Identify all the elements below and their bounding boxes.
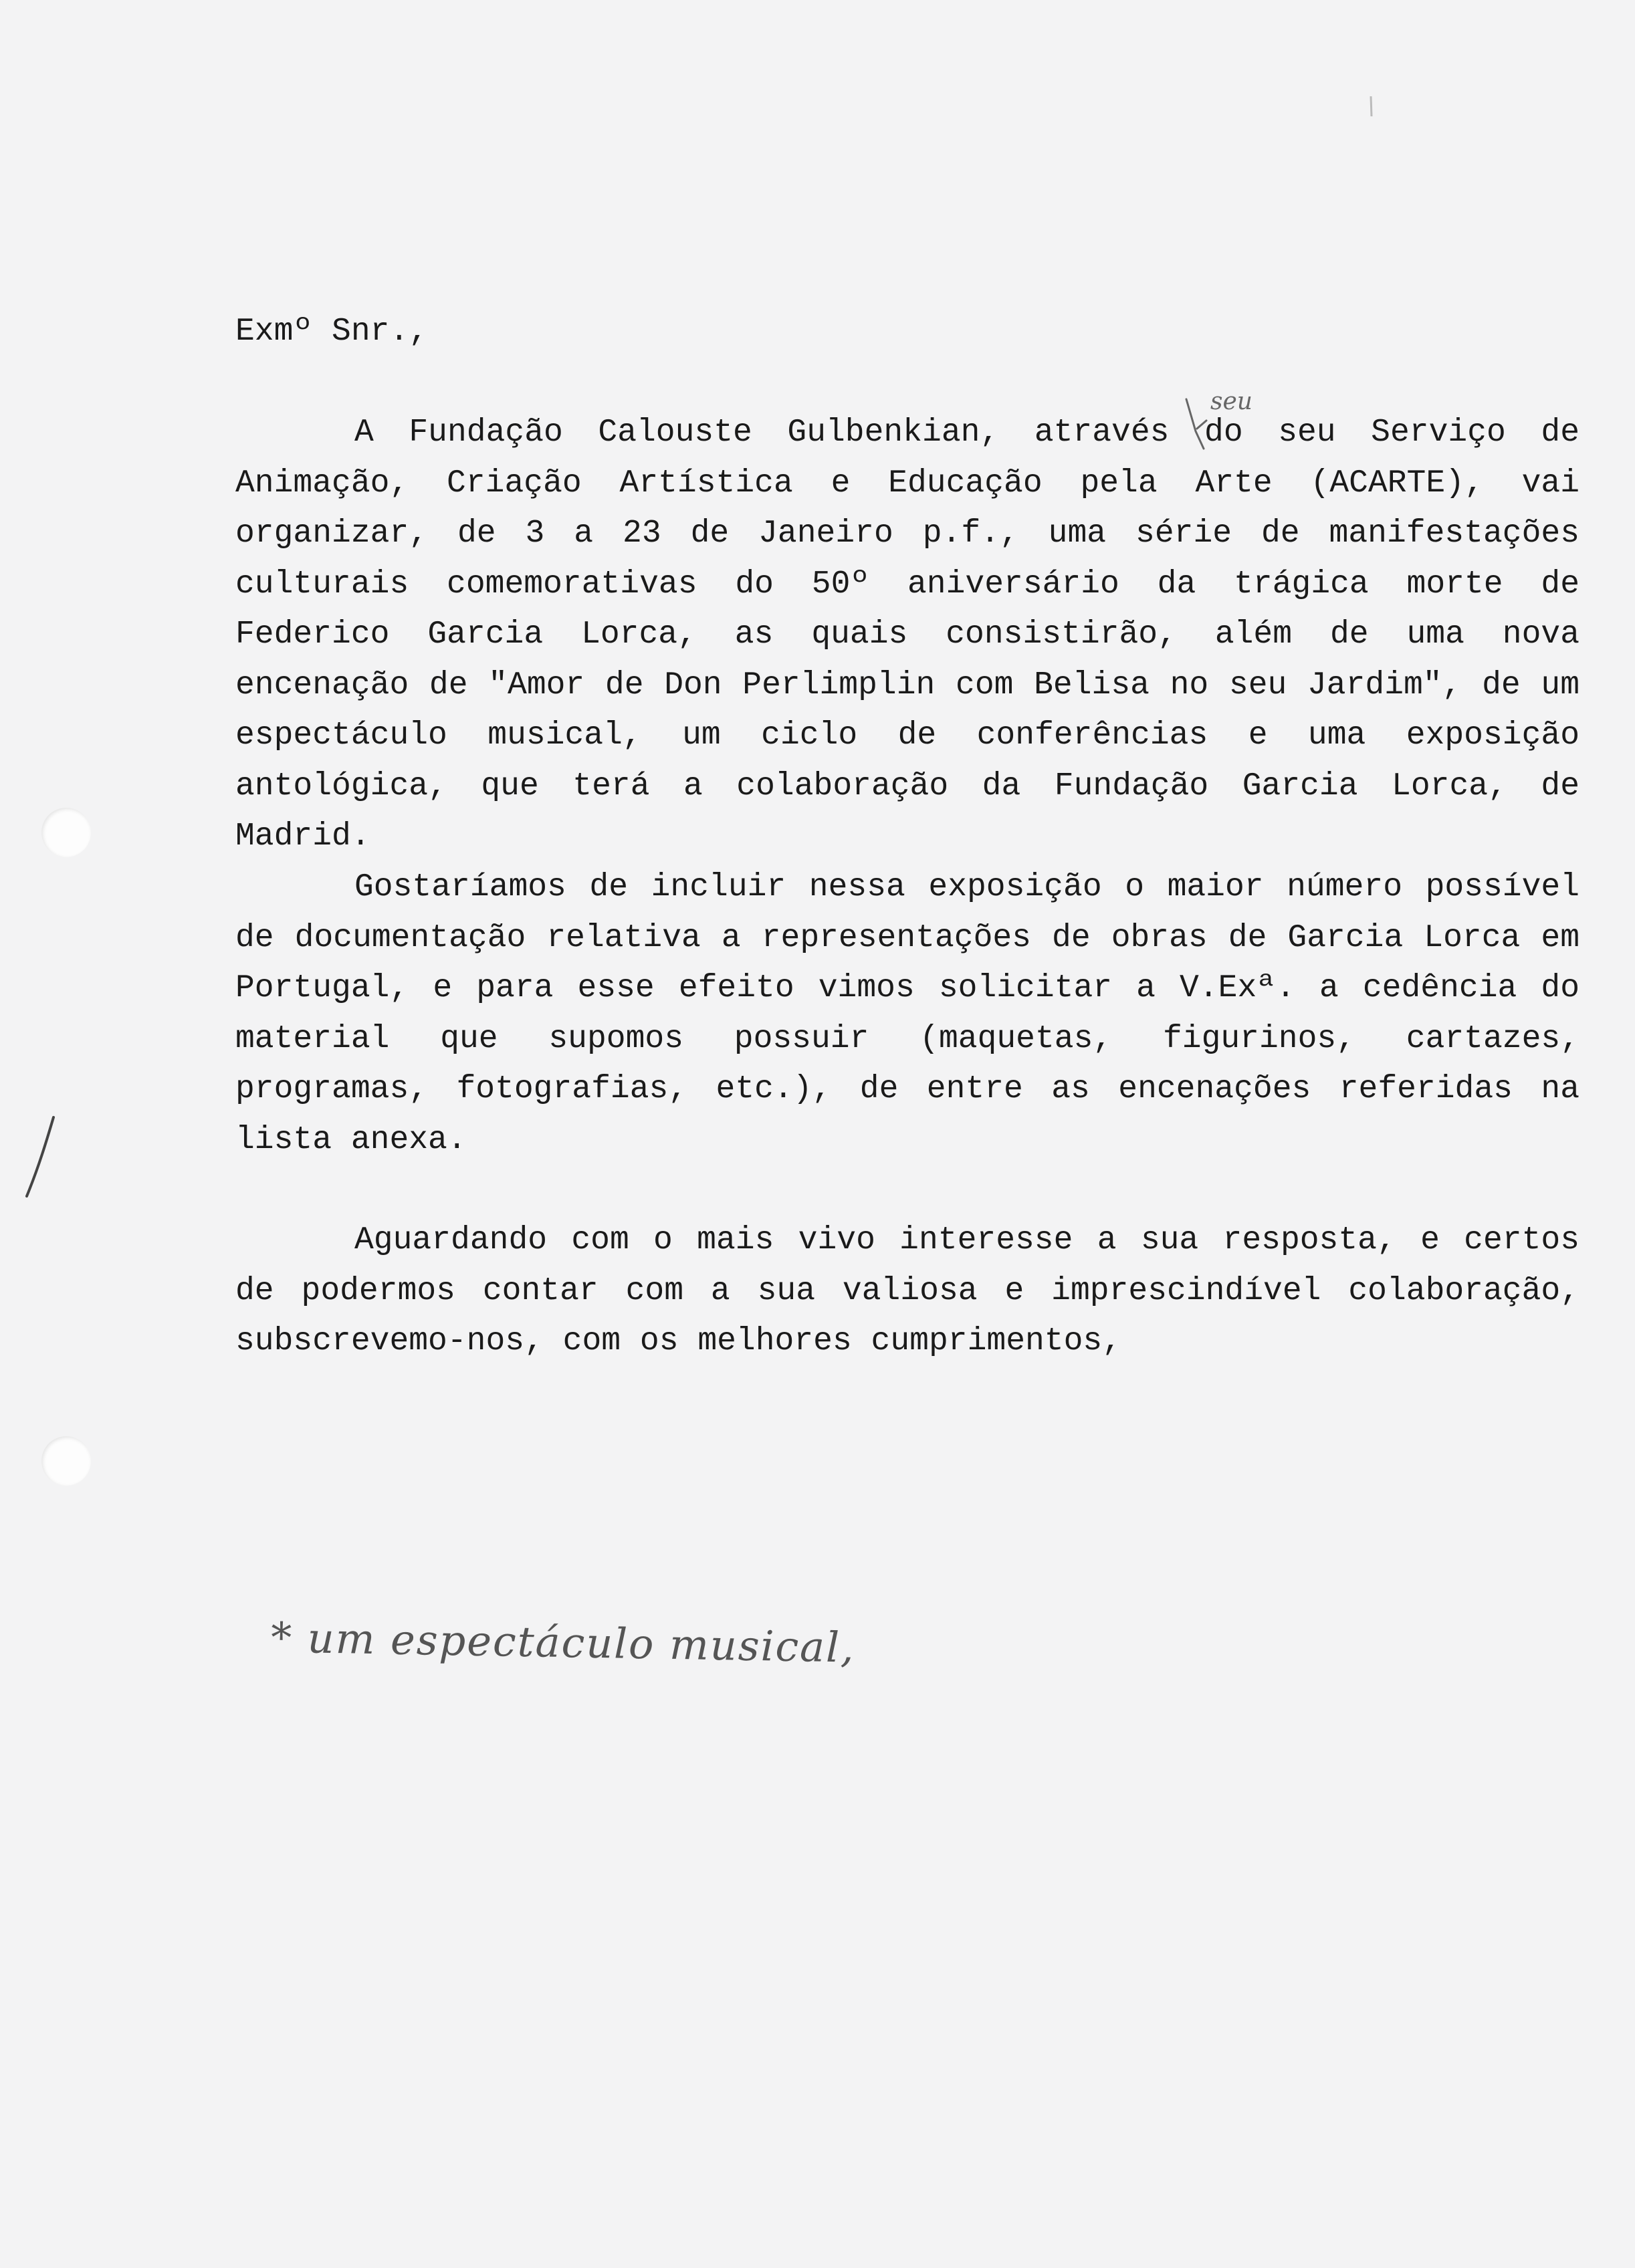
handwritten-insertion-text: seu <box>1210 388 1252 415</box>
punch-hole-upper <box>41 808 91 857</box>
handwritten-footnote: * um espectáculo musical, <box>270 1613 856 1672</box>
letter-body-3 <box>235 1216 1579 1367</box>
letter-body-2 <box>235 863 1579 1165</box>
pencil-stroke-mark <box>20 1113 60 1200</box>
letter-body <box>235 408 1579 863</box>
salutation: Exmº Snr., <box>235 314 429 350</box>
paragraph-3: Aguardando com o mais vivo interesse a sua resposta, e certos de podermos contar com a sua valiosa e imprescindível colaboração, subscrevemo-nos, com os melhores cumprimentos, <box>235 1222 1579 1359</box>
punch-hole-lower <box>41 1436 91 1486</box>
paragraph-2: Gostaríamos de incluir nessa exposição o maior número possível de documentação relativa a representações de obras de Garcia Lorca em Portugal, e para esse efeito vimos solicitar a V.Exª. a cedência do material que supomos possuir (maquetas, figurinos, cartazes, programas, fotografias, etc.), de entre as encenações referidas na lista anexa. <box>235 869 1579 1158</box>
paragraph-1: A Fundação Calouste Gulbenkian, através do seu Serviço de Animação, Criação Artística e Educação pela Arte (ACARTE), vai organizar, de 3 a 23 de Janeiro p.f., uma série de manifestações culturais comemorativas do 50º aniversário da trágica morte de Federico Garcia Lorca, as quais consistirão, além de uma nova encenação de "Amor de Don Perlimplin com Belisa no seu Jardim", de um espectáculo musical, um ciclo de conferências e uma exposição antológica, que terá a colaboração da Fundação Garcia Lorca, de Madrid. <box>235 415 1579 855</box>
corner-tick-mark <box>1364 94 1378 120</box>
